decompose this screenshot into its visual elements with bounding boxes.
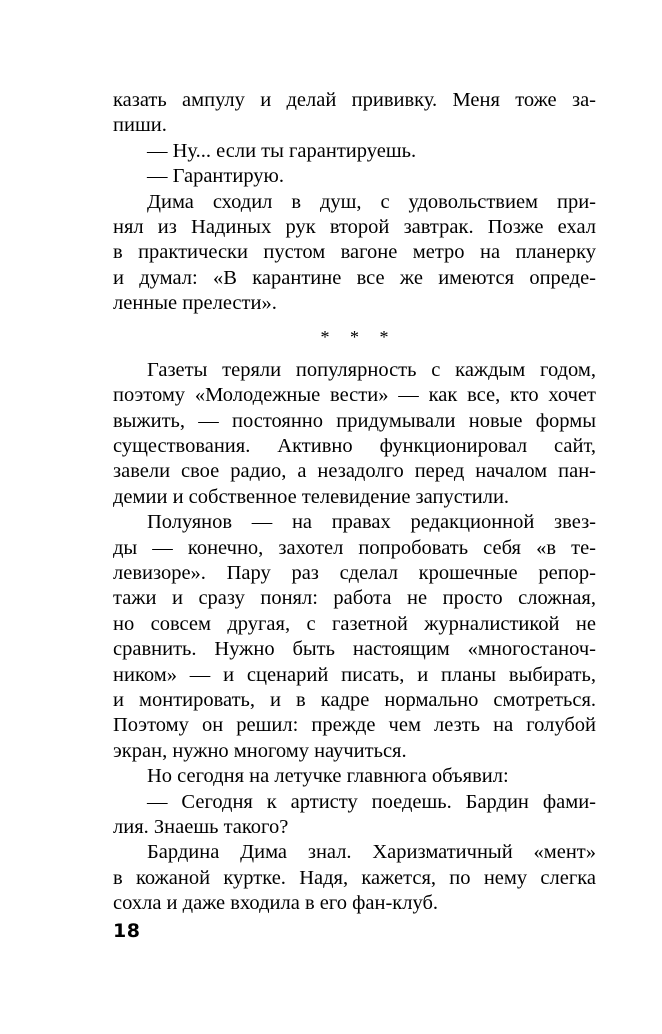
text-line: пиши. xyxy=(113,114,167,137)
text-line: существования. Активно функционировал сайт, xyxy=(113,435,596,458)
text-line: в практически пустом вагоне метро на планерку xyxy=(113,241,596,264)
page-text xyxy=(113,88,596,917)
text-line: выжить, — постоянно придумывали новые формы xyxy=(113,409,596,432)
text-line: ленные прелести». xyxy=(113,292,277,315)
text-line: Но сегодня на летучке главнюга объявил: xyxy=(147,765,509,788)
page-number: 18 xyxy=(113,920,141,942)
text-line: — Ну... если ты гарантируешь. xyxy=(147,139,417,162)
text-line: завели свое радио, а незадолго перед началом пан- xyxy=(113,460,596,483)
text-line: демии и собственное телевидение запустили. xyxy=(113,485,510,508)
text-line: ды — конечно, захотел попробовать себя «в те- xyxy=(113,536,596,559)
text-line: лия. Знаешь такого? xyxy=(113,815,289,838)
text-line: казать ампулу и делай прививку. Меня тоже за- xyxy=(113,89,596,111)
text-line: но совсем другая, с газетной журналистикой не xyxy=(113,612,596,635)
text-line: — Сегодня к артисту поедешь. Бардин фами- xyxy=(147,790,596,813)
text-line: Дима сходил в душ, с удовольствием при- xyxy=(147,190,596,213)
text-line: Бардина Дима знал. Харизматичный «мент» xyxy=(147,841,596,864)
section-separator: * * * xyxy=(320,326,397,347)
text-line: поэтому «Молодежные вести» — как все, кто хочет xyxy=(113,384,596,407)
text-line: и думал: «В карантине все же имеются опреде- xyxy=(113,266,596,289)
text-line: левизоре». Пару раз сделал крошечные репор- xyxy=(113,562,596,585)
text-line: сохла и даже входила в его фан-клуб. xyxy=(113,892,439,915)
text-line: экран, нужно многому научиться. xyxy=(113,739,407,762)
text-line: Поэтому он решил: прежде чем лезть на голубой xyxy=(113,714,596,737)
text-line: — Гарантирую. xyxy=(147,165,284,188)
text-line: в кожаной куртке. Надя, кажется, по нему слегка xyxy=(113,866,596,889)
text-line: нял из Надиных рук второй завтрак. Позже ехал xyxy=(113,215,596,238)
text-line: и монтировать, и в кадре нормально смотреться. xyxy=(113,688,596,711)
text-line: тажи и сразу понял: работа не просто сложная, xyxy=(113,587,596,610)
text-line: Газеты теряли популярность с каждым годом, xyxy=(147,358,596,381)
text-line: Полуянов — на правах редакционной звез- xyxy=(147,511,596,534)
text-line: ником» — и сценарий писать, и планы выбирать, xyxy=(113,663,596,686)
text-line: сравнить. Нужно быть настоящим «многостаноч- xyxy=(113,638,596,661)
